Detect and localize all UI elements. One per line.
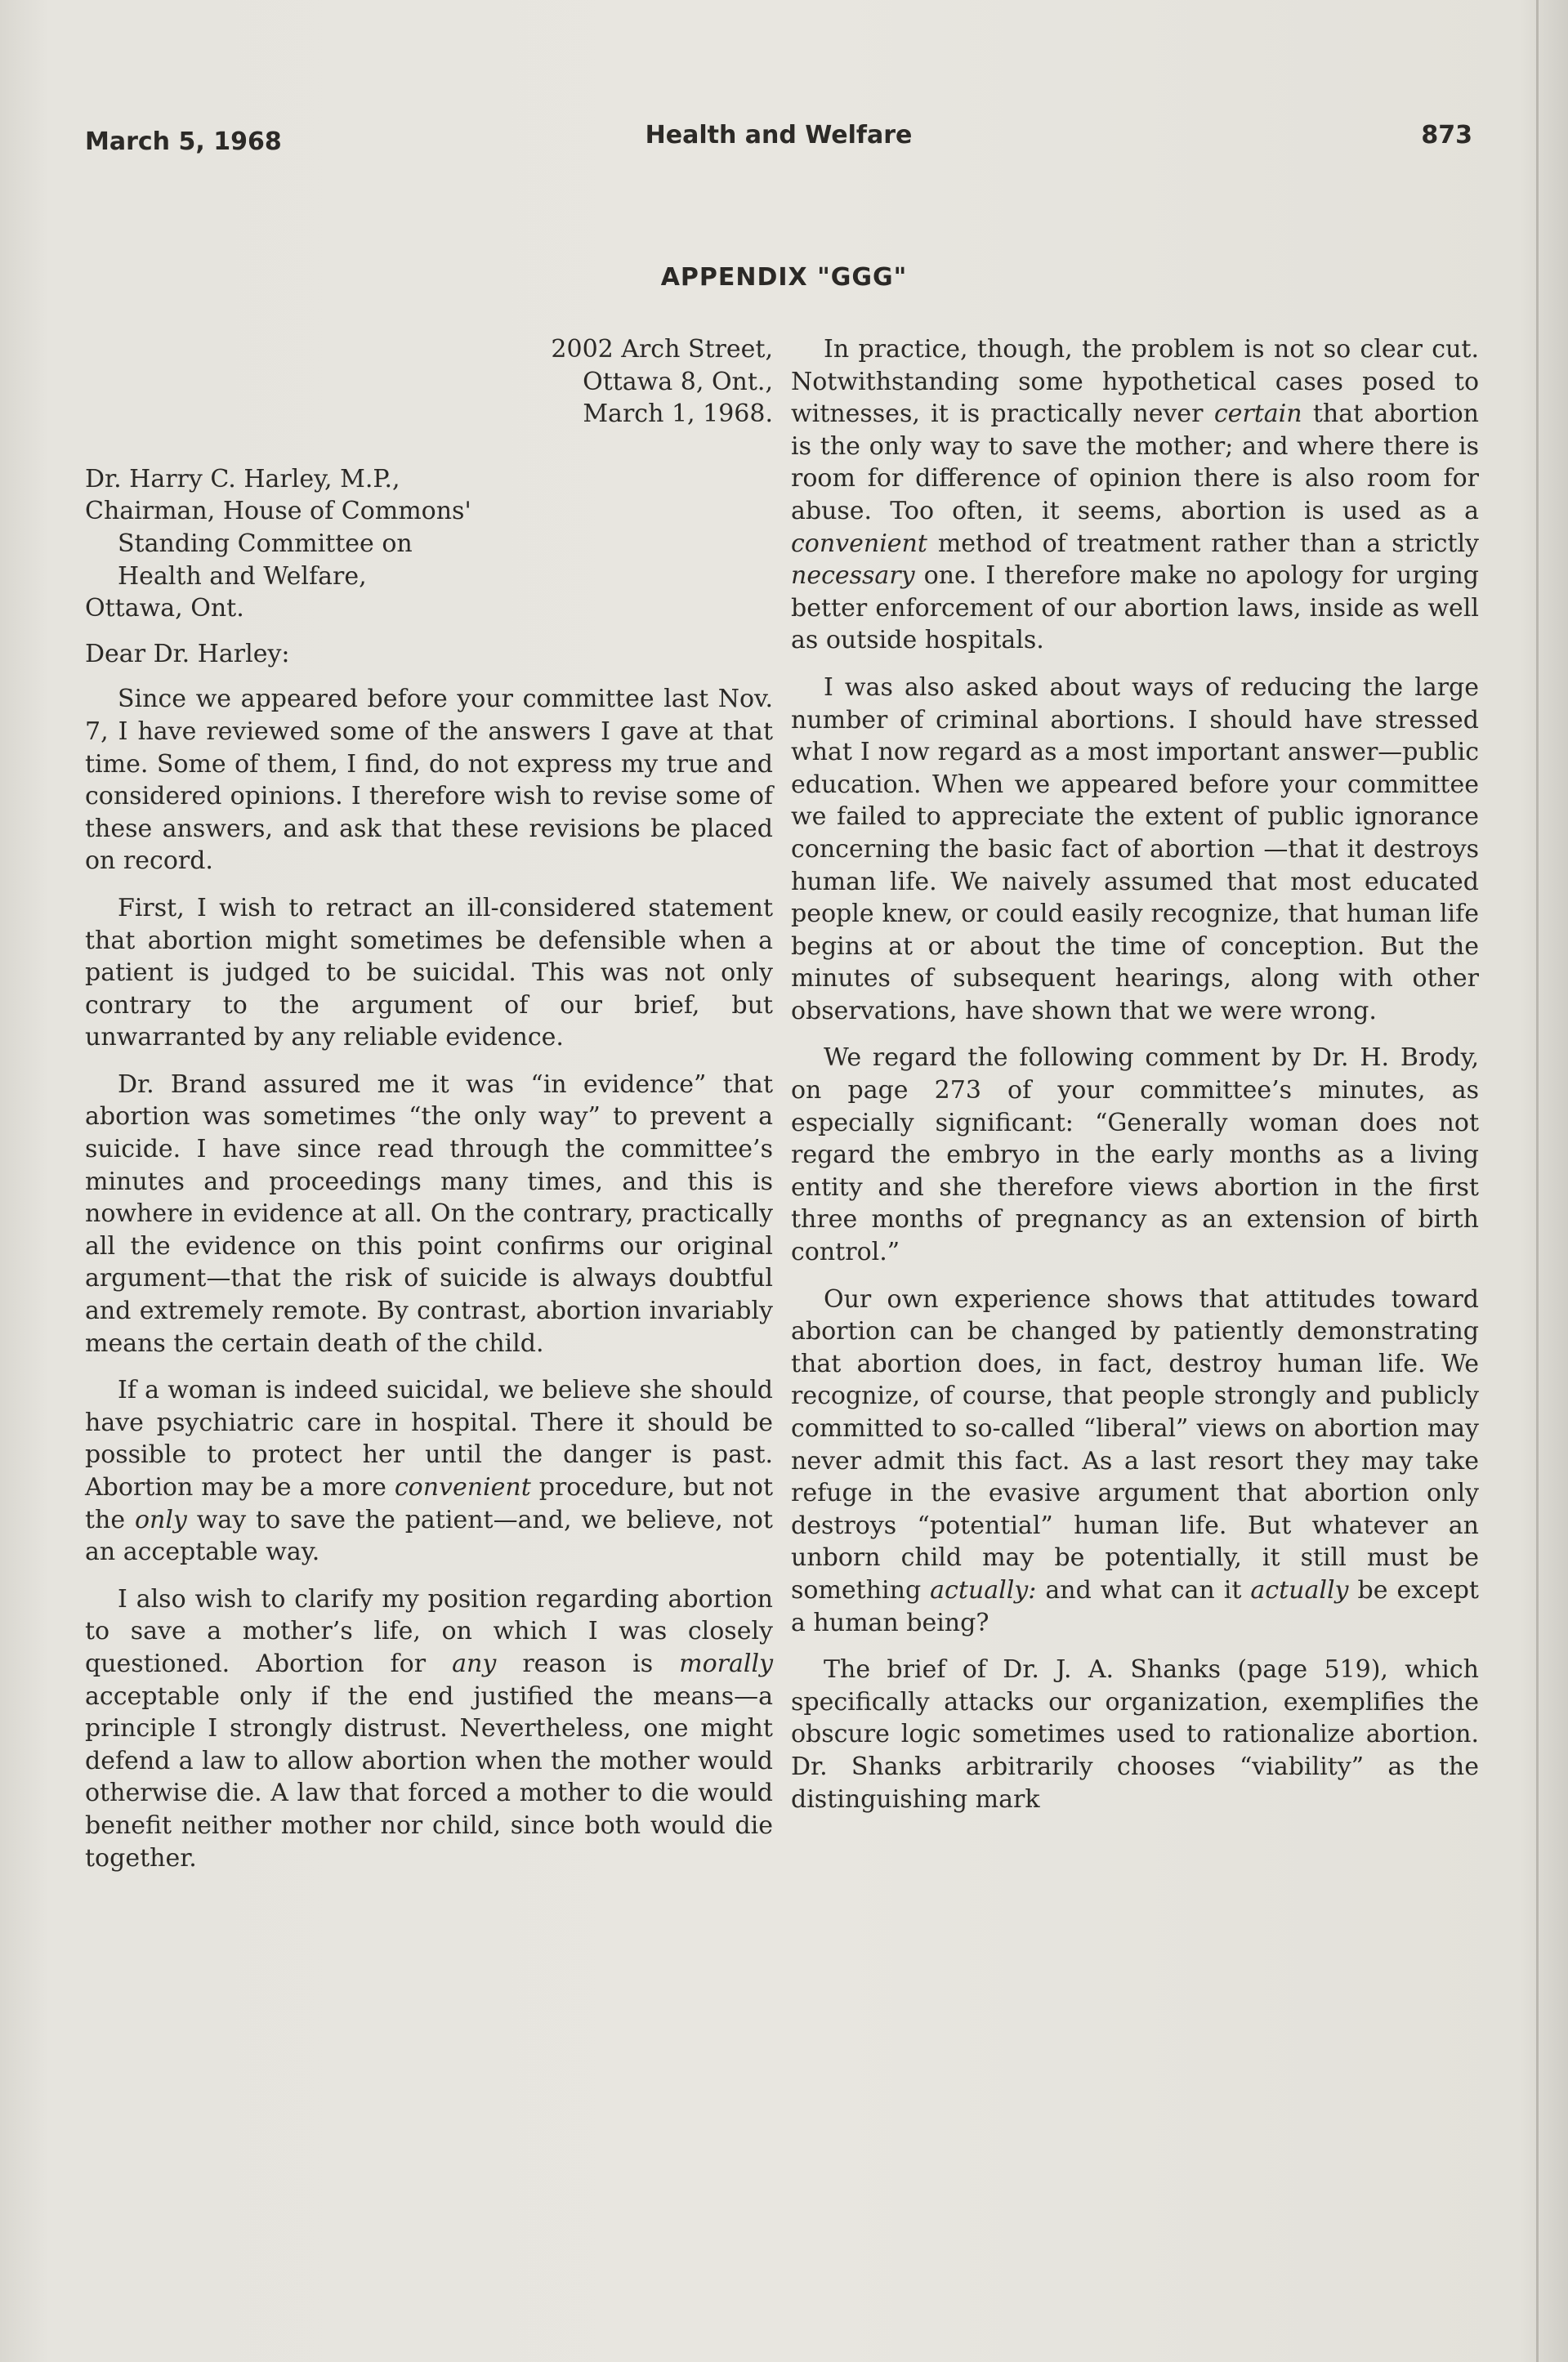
recipient-block [85, 463, 773, 625]
running-header [85, 119, 1472, 160]
body-paragraph: I also wish to clarify my position regarding abortion to save a mother’s life, on which I was closely questioned. Abortion for any reason is morally acceptable only if the end justified the means—a principle I strongly distrust. Nevertheless, one might defend a law to allow abortion when the mother would otherwise die. A law that forced a mother to die would benefit neither mother nor child, since both would die together. [85, 1584, 774, 1873]
body-paragraph: First, I wish to retract an ill-considered statement that abortion might sometimes be defensible when a patient is judged to be suicidal. This was not only contrary to the argument of our brief, but unwarranted by any reliable evidence. [85, 893, 773, 1052]
body-paragraph: In practice, though, the problem is not so clear cut. Notwithstanding some hypothetical cases posed to witnesses, it is practically never certain that abortion is the only way to save the mother; and where there is room for difference of opinion there is also room for abuse. Too often, it seems, abortion is used as a convenient method of treatment rather than a strictly necessary one. I therefore make no apology for urging better enforcement of our abortion laws, inside as well as outside hospitals. [791, 335, 1480, 655]
body-paragraph: Dr. Brand assured me it was “in evidence” that abortion was sometimes “the only way” to prevent a suicide. I have since read through the committee’s minutes and proceedings many times, and this is nowhere in evidence at all. On the contrary, practically all the evidence on this point confirms our original argument—that the risk of suicide is always doubtful and extremely remote. By contrast, abortion invariably means the certain death of the child. [85, 1069, 773, 1358]
header-date: March 5, 1968 [85, 127, 282, 156]
address-line: 2002 Arch Street, [551, 335, 773, 364]
body-paragraph: I was also asked about ways of reducing the large number of criminal abortions. I should have stressed what I now regard as a most important answer—public education. When we appeared before your committee we failed to appreciate the extent of public ignorance concerning the basic fact of abortion —that it destroys human life. We naively assumed that most educated people knew, or could easily recognize, that human life begins at or about the time of conception. But the minutes of subsequent hearings, along with other observations, have shown that we were wrong. [791, 672, 1479, 1025]
page-edge-line [1536, 0, 1539, 2362]
recipient-line: Ottawa, Ont. [85, 594, 244, 623]
header-section: Health and Welfare [645, 121, 913, 150]
recipient-line: Standing Committee on [118, 529, 413, 558]
right-column [791, 333, 1479, 1830]
recipient-line: Dr. Harry C. Harley, M.P., [85, 464, 400, 493]
body-paragraph: If a woman is indeed suicidal, we believe she should have psychiatric care in hospital. There it should be possible to protect her until the danger is past. Abortion may be a more convenient procedure, but not the only way to save the patient—and, we believe, not an acceptable way. [85, 1376, 773, 1567]
body-paragraph: The brief of Dr. J. A. Shanks (page 519), which specifically attacks our organization, exemplifies the obscure logic sometimes used to rationalize abortion. Dr. Shanks arbitrarily chooses “viability” as the distinguishing mark [791, 1655, 1479, 1814]
left-column [85, 333, 773, 1889]
salutation: Dear Dr. Harley: [85, 639, 290, 668]
address-line: Ottawa 8, Ont., [583, 367, 773, 396]
recipient-line: Health and Welfare, [118, 561, 367, 591]
recipient-line: Chairman, House of Commons' [85, 497, 471, 526]
appendix-title: APPENDIX "GGG" [660, 263, 908, 292]
body-paragraph: We regard the following comment by Dr. H. Brody, on page 273 of your committee’s minutes, as especially significant: “Generally woman does not regard the embryo in the early months as a living entity and she therefore views abortion in the first three months of pregnancy as an extension of birth control.” [791, 1043, 1479, 1267]
header-page-number: 873 [1421, 121, 1472, 150]
address-line: March 1, 1968. [583, 400, 773, 429]
sender-address [85, 333, 773, 431]
body-paragraph: Since we appeared before your committee last Nov. 7, I have reviewed some of the answers I gave at that time. Some of them, I find, do not express my true and considered opinions. I therefore wish to revise some of these answers, and ask that these revisions be placed on record. [85, 685, 773, 876]
body-paragraph: Our own experience shows that attitudes toward abortion can be changed by patiently demonstrating that abortion does, in fact, destroy human life. We recognize, of course, that people strongly and publicly committed to so-called “liberal” views on abortion may never admit this fact. As a last resort they may take refuge in the evasive argument that abortion only destroys “potential” human life. But whatever an unborn child may be potentially, it still must be something actually: and what can it actually be except a human being? [791, 1284, 1479, 1637]
